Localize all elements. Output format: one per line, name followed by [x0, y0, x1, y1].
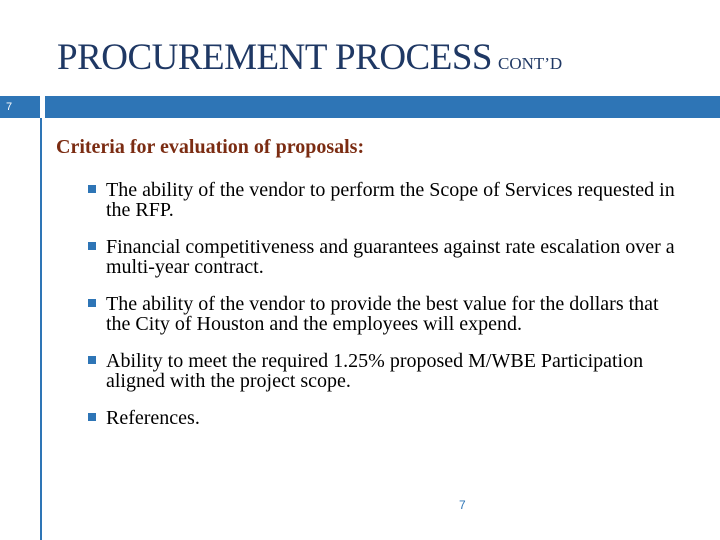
bullet-list [88, 180, 688, 445]
bullet-text: The ability of the vendor to perform the Scope of Services requested in the RFP. [106, 179, 675, 221]
subheading: Criteria for evaluation of proposals: [56, 136, 365, 158]
left-rule [40, 118, 42, 540]
bullet-item [88, 294, 688, 334]
slide-number-badge: 7 [0, 96, 40, 118]
slide-title [57, 36, 562, 79]
square-bullet-icon [88, 356, 96, 364]
footer-page-number: 7 [459, 498, 466, 512]
square-bullet-icon [88, 413, 96, 421]
bullet-text: The ability of the vendor to provide the best value for the dollars that the City of Houston and the employees will expend. [106, 293, 659, 335]
header-bar [45, 96, 720, 118]
bullet-item [88, 408, 688, 428]
slide-title-main: PROCUREMENT PROCESS [57, 37, 492, 78]
bullet-item [88, 351, 688, 391]
bullet-text: Ability to meet the required 1.25% proposed M/WBE Participation aligned with the project scope. [106, 350, 644, 392]
bullet-item [88, 237, 688, 277]
square-bullet-icon [88, 299, 96, 307]
bullet-text: Financial competitiveness and guarantees against rate escalation over a multi-year contract. [106, 236, 675, 278]
bullet-item [88, 180, 688, 220]
slide-title-suffix: CONT’D [497, 54, 563, 73]
square-bullet-icon [88, 242, 96, 250]
bullet-text: References. [106, 407, 200, 429]
square-bullet-icon [88, 185, 96, 193]
